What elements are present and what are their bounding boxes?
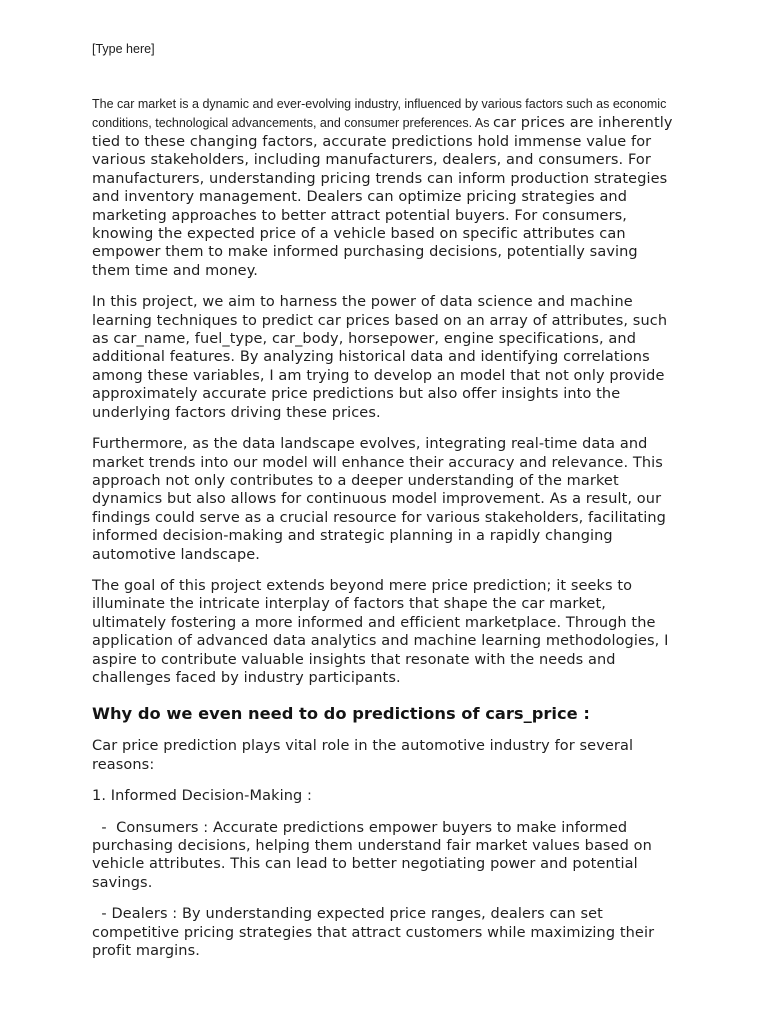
document-paragraph — [92, 95, 676, 280]
header-placeholder: [Type here] — [92, 42, 155, 56]
small-text-run: The car market is a dynamic and ever-evolving industry, influenced by various factors such as economic conditions, technological advancements, and consumer preferences. As — [92, 97, 670, 130]
document-paragraph: Furthermore, as the data landscape evolves, integrating real-time data and market trends into our model will enhance their accuracy and relevance. This approach not only contributes to a deeper understanding of the market dynamics but also allows for continuous model improvement. As a result, our findings could serve as a crucial resource for various stakeholders, facilitating informed decision-making and strategic planning in a rapidly changing automotive landscape. — [92, 436, 671, 563]
section-heading: Why do we even need to do predictions of cars_price : — [92, 704, 590, 724]
document-paragraph: The goal of this project extends beyond mere price prediction; it seeks to illuminate the intricate interplay of factors that shape the car market, ultimately fostering a more informed and efficient marketplace. Through the application of advanced data analytics and machine learning methodologies, I aspire to contribute valuable insights that resonate with the needs and challenges faced by industry participants. — [92, 577, 674, 686]
document-paragraph: - Dealers : By understanding expected price ranges, dealers can set competitive pricing strategies that attract customers while maximizing their profit margins. — [92, 906, 659, 960]
document-paragraph: In this project, we aim to harness the power of data science and machine learning techniques to predict car prices based on an array of attributes, such as car_name, fuel_type, car_body, horsepower, engine specifications, and additional features. By analyzing historical data and identifying correlations among these variables, I am trying to develop an model that not only provide approximately accurate price predictions but also offer insights into the underlying factors driving these prices. — [92, 294, 672, 421]
document-paragraph: Car price prediction plays vital role in the automotive industry for several reasons: — [92, 738, 638, 773]
large-text-run: car prices are inherently tied to these changing factors, accurate predictions hold immense value for various stakeholders, including manufacturers, dealers, and consumers. For manufacturers, understanding pricing trends can inform production strategies and inventory management. Dealers can optimize pricing strategies and marketing approaches to better attract potential buyers. For consumers, knowing the expected price of a vehicle based on specific attributes can empower them to make informed purchasing decisions, potentially saving them time and money. — [92, 115, 678, 279]
document-paragraph: 1. Informed Decision-Making : — [92, 788, 313, 805]
document-paragraph: - Consumers : Accurate predictions empower buyers to make informed purchasing decisions, helping them understand fair market values based on vehicle attributes. This can lead to better negotiating power and potential savings. — [92, 819, 657, 891]
document-body — [92, 95, 676, 960]
